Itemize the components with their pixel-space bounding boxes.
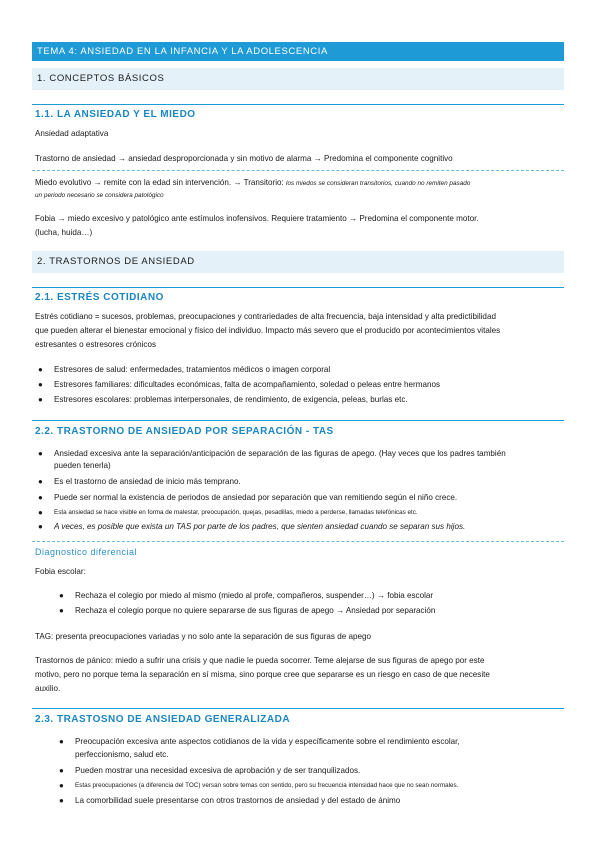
- subsection-title-tag: 2.3. TRASTOSNO DE ANSIEDAD GENERALIZADA: [35, 714, 291, 725]
- list-item-tas-4: Esta ansiedad se hace visible en forma de malestar, preocupación, quejas, pesadillas, miedo a perderse, llamadas telefónicas etc.: [54, 509, 418, 516]
- paragraph-estres-line-1: Estrés cotidiano = sucesos, problemas, preocupaciones y contrariedades de alta frecuencia, baja intensidad y alta predictibilidad: [35, 312, 496, 321]
- list-item-estresores-salud: Estresores de salud: enfermedades, tratamientos médicos o imagen corporal: [54, 365, 331, 374]
- subsection-rule: [32, 104, 564, 105]
- subsection-rule: [32, 708, 564, 709]
- subsection-title-ansiedad-miedo: 1.1. LA ANSIEDAD Y EL MIEDO: [35, 109, 196, 120]
- list-item-tag-1-continued: perfeccionismo, salud etc.: [75, 750, 169, 759]
- bullet: ●: [59, 591, 64, 600]
- paragraph-fobia: Fobia → miedo excesivo y patológico ante estímulos inofensivos. Requiere tratamiento → Predomina el componente motor.: [35, 214, 479, 223]
- paragraph-panico-line-1: Trastornos de pánico: miedo a sufrir una crisis y que nadie le pueda socorrer. Teme alejarse de sus figuras de apego por este: [35, 656, 485, 665]
- section-heading-trastornos: 2. TRASTORNOS DE ANSIEDAD: [32, 251, 564, 273]
- list-item-tag-3: Estas preocupaciones (a diferencia del TOC) versan sobre temas con sentido, pero su frecuencia intensidad hace que no sean normales.: [75, 782, 459, 789]
- subsection-title-tas: 2.2. TRASTORNO DE ANSIEDAD POR SEPARACIÓN - TAS: [35, 426, 334, 437]
- bullet: ●: [59, 781, 64, 790]
- list-item-tas-1-continued: pueden tenerla): [54, 461, 111, 470]
- list-item-tas-5: A veces, es posible que exista un TAS por parte de los padres, que sienten ansiedad cuando se separan sus hijos.: [54, 522, 466, 531]
- document-title: TEMA 4: ANSIEDAD EN LA INFANCIA Y LA ADOLESCENCIA: [32, 42, 564, 61]
- dashed-separator: [32, 170, 564, 171]
- miedo-note-continued: un periodo necesario se considera patológico: [35, 192, 164, 199]
- paragraph-tag: TAG: presenta preocupaciones variadas y no solo ante la separación de sus figuras de apego: [35, 632, 371, 641]
- bullet: ●: [38, 522, 43, 531]
- paragraph-estres-line-3: estresantes o estresores crónicos: [35, 340, 157, 349]
- list-item-estresores-familiares: Estresores familiares: dificultades económicas, falta de acompañamiento, soledad o peleas entre hermanos: [54, 380, 441, 389]
- bullet: ●: [59, 737, 64, 746]
- paragraph-panico-line-3: auxilio.: [35, 684, 61, 693]
- bullet: ●: [59, 606, 64, 615]
- bullet: ●: [38, 395, 43, 404]
- list-item-tas-2: Es el trastorno de ansiedad de inicio más temprano.: [54, 477, 241, 486]
- subsection-title-diagnostico: Diagnostico diferencial: [35, 547, 138, 557]
- paragraph-ansiedad-adaptativa: Ansiedad adaptativa: [35, 129, 109, 138]
- bullet: ●: [38, 365, 43, 374]
- paragraph-panico-line-2: motivo, pero no porque tema la separación en sí misma, sino porque cree que separarse es un riesgo en caso de que necesite: [35, 670, 490, 679]
- miedo-lead-text: Miedo evolutivo → remite con la edad sin intervención. → Transitorio:: [35, 178, 284, 187]
- paragraph-fobia-continued: (lucha, huida…): [35, 228, 93, 237]
- list-item-rechaza-miedo: Rechaza el colegio por miedo al mismo (miedo al profe, compañeros, suspender…) → fobia escolar: [75, 591, 434, 600]
- bullet: ●: [38, 508, 43, 517]
- bullet: ●: [59, 796, 64, 805]
- list-item-estresores-escolares: Estresores escolares: problemas interpersonales, de rendimiento, de exigencia, peleas, burlas etc.: [54, 395, 408, 404]
- list-item-tag-1: Preocupación excesiva ante aspectos cotidianos de la vida y específicamente sobre el rendimiento escolar,: [75, 737, 460, 746]
- bullet: ●: [38, 380, 43, 389]
- list-item-tag-4: La comorbilidad suele presentarse con otros trastornos de ansiedad y del estado de ánimo: [75, 796, 401, 805]
- subsection-rule: [32, 420, 564, 421]
- list-item-tas-3: Puede ser normal la existencia de periodos de ansiedad por separación que van remitiendo según el niño crece.: [54, 493, 458, 502]
- dashed-separator: [32, 541, 564, 542]
- list-item-rechaza-separacion: Rechaza el colegio porque no quiere separarse de sus figuras de apego → Ansiedad por separación: [75, 606, 436, 615]
- paragraph-estres-line-2: que pueden alterar el bienestar emocional y físico del individuo. Impacto más severo que el producido por acontecimientos vitales: [35, 326, 501, 335]
- miedo-note-text: los miedos se consideran transitorios, cuando no remiten pasado: [286, 180, 471, 187]
- paragraph-fobia-escolar: Fobia escolar:: [35, 567, 86, 576]
- list-item-tas-1: Ansiedad excesiva ante la separación/anticipación de separación de las figuras de apego. (Hay veces que los padres también: [54, 449, 506, 458]
- section-heading-conceptos: 1. CONCEPTOS BÁSICOS: [32, 68, 564, 90]
- bullet: ●: [38, 477, 43, 486]
- list-item-tag-2: Pueden mostrar una necesidad excesiva de aprobación y de ser tranquilizados.: [75, 766, 361, 775]
- subsection-title-estres: 2.1. ESTRÉS COTIDIANO: [35, 292, 164, 303]
- bullet: ●: [59, 766, 64, 775]
- paragraph-trastorno-ansiedad: Trastorno de ansiedad → ansiedad desproporcionada y sin motivo de alarma → Predomina el componente cognitivo: [35, 154, 453, 163]
- bullet: ●: [38, 449, 43, 458]
- bullet: ●: [38, 493, 43, 502]
- subsection-rule: [32, 287, 564, 288]
